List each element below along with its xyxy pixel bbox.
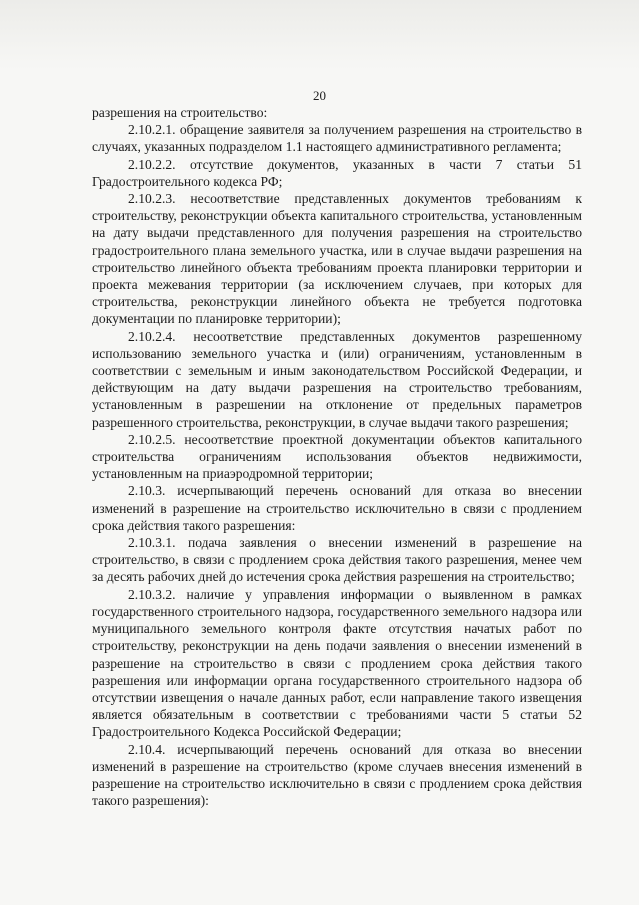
paragraph: 2.10.2.4. несоответствие представленных документов разрешенному использованию земельного участка и (или) ограничениям, установленным в соответствии с земельным и иным законодательством Российской Федерации, и действующим на дату выдачи разрешения на строительство требованиям, установленным в разрешении на отклонение от предельных параметров разрешенного строительства, реконструкции, в случае выдачи такого разрешения; — [92, 328, 582, 430]
paragraph: 2.10.3.1. подача заявления о внесении изменений в разрешение на строительство, в связи с продлением срока действия такого разрешения, менее чем за десять рабочих дней до истечения срока действия разрешения на строительство; — [92, 535, 582, 585]
page-number: 20 — [313, 88, 326, 103]
paragraph: 2.10.3. исчерпывающий перечень оснований для отказа во внесении изменений в разрешение на строительство исключительно в связи с продлением срока действия такого разрешения: — [92, 483, 582, 533]
paragraph: 2.10.2.5. несоответствие проектной документации объектов капитального строительства ограничениям использования объектов недвижимости, установленным на приаэродромной территории; — [92, 431, 582, 482]
document-body — [92, 104, 582, 809]
scan-shadow — [0, 0, 639, 70]
paragraph: 2.10.2.2. отсутствие документов, указанных в части 7 статьи 51 Градостроительного кодекса РФ; — [92, 156, 582, 189]
paragraph: 2.10.2.3. несоответствие представленных документов требованиям к строительству, реконструкции объекта капитального строительства, установленным на дату выдачи представленного для получения разрешения на строительство градостроительного плана земельного участка, или в случае выдачи разрешения на строительство линейного объекта требованиям проекта планировки территории и проекта межевания территории (за исключением случаев, при которых для строительства, реконструкции линейного объекта не требуется подготовка документации по планировке территории); — [92, 191, 582, 327]
paragraph: 2.10.4. исчерпывающий перечень оснований для отказа во внесении изменений в разрешение на строительство (кроме случаев внесения изменений в разрешение на строительство исключительно в связи с продлением срока действия такого разрешения): — [92, 741, 582, 809]
paragraph: разрешения на строительство: — [92, 105, 268, 120]
paragraph: 2.10.3.2. наличие у управления информации о выявленном в рамках государственного строительного надзора, государственного земельного надзора или муниципального земельного контроля факте отсутствия начатых работ по строительству, реконструкции на день подачи заявления о внесении изменений в разрешение на строительство в связи с продлением срока действия такого разрешения или информации органа государственного строительного надзора об отсутствии извещения о начале данных работ, если направление такого извещения является обязательным в соответствии с требованиями части 5 статьи 52 Градостроительного Кодекса Российской Федерации; — [92, 586, 582, 740]
paragraph: 2.10.2.1. обращение заявителя за получением разрешения на строительство в случаях, указанных подразделом 1.1 настоящего административного регламента; — [92, 122, 582, 155]
